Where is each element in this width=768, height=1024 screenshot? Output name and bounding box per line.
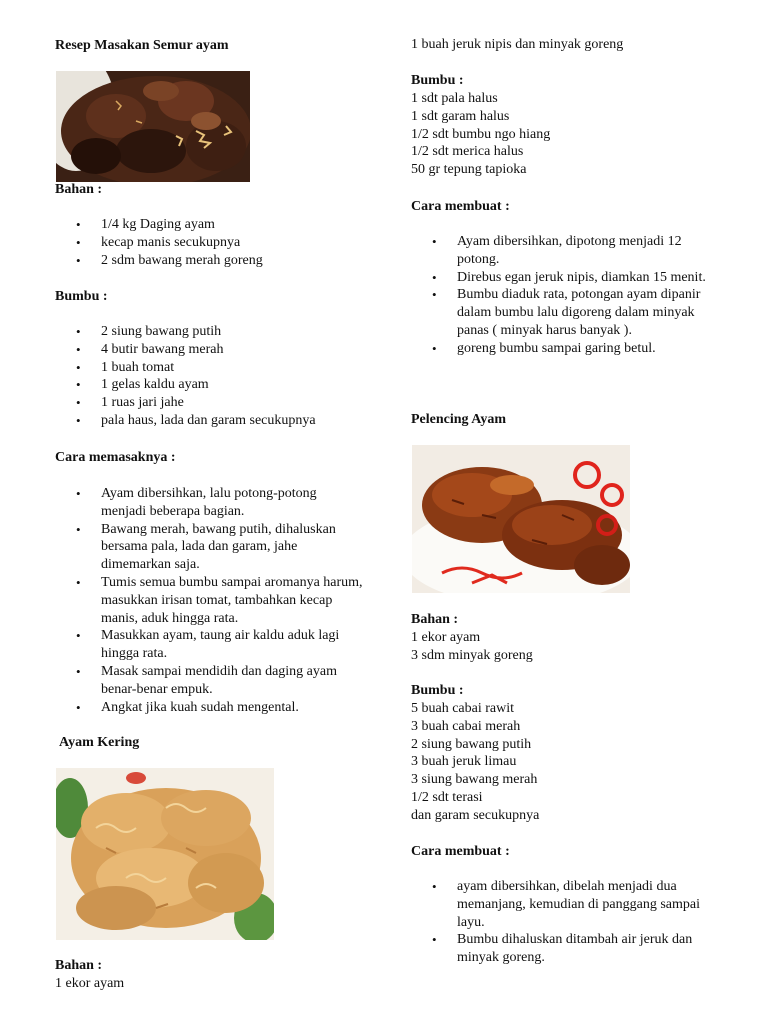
pelencing-bumbu-lines xyxy=(411,700,539,825)
bullet-icon: • xyxy=(432,340,437,356)
ingredient-line: 1/2 sdt bumbu ngo hiang xyxy=(411,126,551,142)
bullet-icon: • xyxy=(76,521,81,537)
bullet-icon: • xyxy=(432,287,437,303)
list-item: • Direbus egan jeruk nipis, diamkan 15 menit. xyxy=(432,269,706,285)
ingredient-line: 1 sdt garam halus xyxy=(411,108,510,124)
semur-cara-heading: Cara memasaknya : xyxy=(55,450,176,465)
bullet-icon: • xyxy=(76,324,81,339)
ingredient-line: 3 sdm minyak goreng xyxy=(411,647,533,663)
ingredient-line: 3 buah jeruk limau xyxy=(411,754,517,770)
bullet-icon: • xyxy=(432,269,437,285)
bullet-icon: • xyxy=(76,628,81,644)
bullet-icon: • xyxy=(432,932,437,948)
pelencing-bahan-lines xyxy=(411,629,533,665)
list-item: • 1 ruas jari jahe xyxy=(76,395,184,411)
list-item: • 1 gelas kaldu ayam xyxy=(76,377,209,393)
ingredient-line: 5 buah cabai rawit xyxy=(411,701,515,716)
recipe-title-ayam-kering: Ayam Kering xyxy=(59,735,140,750)
bullet-icon: • xyxy=(76,663,81,679)
semur-bahan-list xyxy=(55,216,395,269)
list-item: • Bumbu diaduk rata, potongan ayam dipanir dalam bumbu lalu digoreng dalam minyak panas ( minyak harus banyak ). xyxy=(432,287,701,338)
list-item: • pala haus, lada dan garam secukupnya xyxy=(76,412,316,428)
list-item: • 2 siung bawang putih xyxy=(76,324,222,339)
list-item: • ayam dibersihkan, dibelah menjadi dua memanjang, kemudian di panggang sampai layu. xyxy=(432,879,700,930)
pelencing-bumbu-heading: Bumbu : xyxy=(411,683,464,698)
ayam-kering-bahan-line: 1 ekor ayam xyxy=(55,976,125,991)
semur-bahan-heading: Bahan : xyxy=(55,182,103,197)
bullet-icon: • xyxy=(76,217,81,232)
list-item: • Bawang merah, bawang putih, dihaluskan bersama pala, lada dan garam, jahe dimemarkan saja. xyxy=(76,521,336,573)
pelencing-ayam-photo xyxy=(412,445,630,593)
list-item: • Ayam dibersihkan, lalu potong-potong menjadi beberapa bagian. xyxy=(76,486,317,519)
bullet-icon: • xyxy=(76,412,81,428)
ingredient-line: 2 siung bawang putih xyxy=(411,736,532,752)
bullet-icon: • xyxy=(76,234,81,250)
list-item: • Bumbu dihaluskan ditambah air jeruk dan minyak goreng. xyxy=(432,932,693,966)
semur-cara-list xyxy=(55,485,400,716)
list-item: • 1/4 kg Daging ayam xyxy=(76,217,215,232)
ayam-kering-cara-heading: Cara membuat : xyxy=(411,199,510,214)
list-item: • Tumis semua bumbu sampai aromanya harum, masukkan irisan tomat, tambahkan kecap manis, aduk hingga rata. xyxy=(76,574,363,626)
ayam-kering-cara-list xyxy=(411,233,756,358)
ayam-kering-bumbu-lines xyxy=(411,90,550,179)
ingredient-line: 3 siung bawang merah xyxy=(411,772,538,788)
list-item: • Ayam dibersihkan, dipotong menjadi 12 potong. xyxy=(432,234,682,267)
ingredient-line: 1 sdt pala halus xyxy=(411,91,498,106)
bullet-icon: • xyxy=(76,574,81,590)
bullet-icon: • xyxy=(76,252,81,268)
ingredient-line: 1 ekor ayam xyxy=(411,630,481,645)
list-item: • goreng bumbu sampai garing betul. xyxy=(432,340,656,356)
list-item: • 4 butir bawang merah xyxy=(76,341,224,357)
ingredient-line: 1/2 sdt terasi xyxy=(411,789,483,805)
ayam-kering-bumbu-heading: Bumbu : xyxy=(411,73,464,88)
bullet-icon: • xyxy=(76,377,81,393)
ayam-kering-bahan-cont: 1 buah jeruk nipis dan minyak goreng xyxy=(411,37,624,52)
list-item: • Masak sampai mendidih dan daging ayam benar-benar empuk. xyxy=(76,663,337,697)
recipe-title-semur-ayam: Resep Masakan Semur ayam xyxy=(55,38,229,53)
ingredient-line: 3 buah cabai merah xyxy=(411,718,521,734)
semur-ayam-photo xyxy=(56,71,250,182)
bullet-icon: • xyxy=(432,879,437,894)
semur-bumbu-heading: Bumbu : xyxy=(55,289,108,304)
ayam-kering-photo xyxy=(56,768,274,940)
ingredient-line: 1/2 sdt merica halus xyxy=(411,144,524,160)
list-item: • kecap manis secukupnya xyxy=(76,234,241,250)
bullet-icon: • xyxy=(76,341,81,357)
bullet-icon: • xyxy=(76,486,81,501)
ingredient-line: dan garam secukupnya xyxy=(411,807,540,823)
list-item: • Angkat jika kuah sudah mengental. xyxy=(76,699,299,715)
list-item: • Masukkan ayam, taung air kaldu aduk lagi hingga rata. xyxy=(76,628,340,662)
recipe-title-pelencing-ayam: Pelencing Ayam xyxy=(411,412,507,427)
pelencing-cara-heading: Cara membuat : xyxy=(411,844,510,859)
pelencing-cara-list xyxy=(411,878,756,967)
ingredient-line: 50 gr tepung tapioka xyxy=(411,162,527,178)
list-item: • 1 buah tomat xyxy=(76,359,175,375)
bullet-icon: • xyxy=(432,234,437,249)
semur-bumbu-list xyxy=(55,323,395,430)
ayam-kering-bahan-heading: Bahan : xyxy=(55,958,103,973)
pelencing-bahan-heading: Bahan : xyxy=(411,612,459,627)
bullet-icon: • xyxy=(76,359,81,375)
list-item: • 2 sdm bawang merah goreng xyxy=(76,252,263,268)
bullet-icon: • xyxy=(76,699,81,715)
bullet-icon: • xyxy=(76,395,81,411)
